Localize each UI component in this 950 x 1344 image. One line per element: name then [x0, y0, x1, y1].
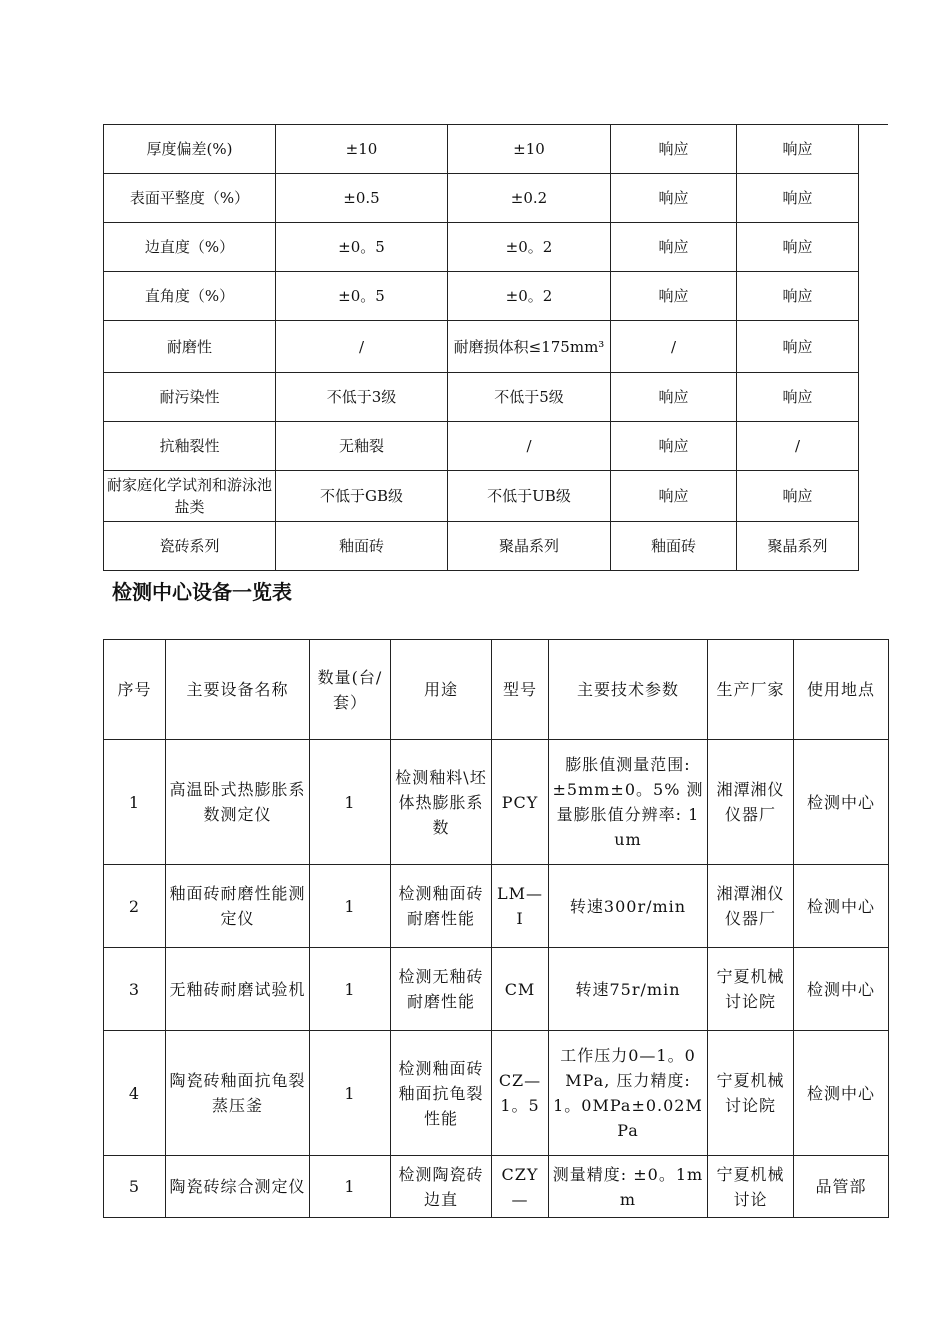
equipment-cell: 检测釉面砖釉面抗龟裂性能	[391, 1031, 492, 1156]
table-top-extension-line	[858, 124, 888, 125]
equipment-cell: 湘潭湘仪仪器厂	[708, 865, 794, 948]
equipment-cell: 1	[310, 865, 391, 948]
table-row	[104, 865, 889, 948]
equipment-cell: 1	[310, 1031, 391, 1156]
spec-cell: 表面平整度（%）	[104, 174, 276, 223]
spec-cell: 不低于5级	[448, 373, 611, 422]
spec-cell: 响应	[611, 125, 737, 174]
spec-cell: 直角度（%）	[104, 272, 276, 321]
spec-cell: 响应	[611, 373, 737, 422]
equipment-cell: 膨胀值测量范围: ±5mm±0。5% 测量膨胀值分辨率: 1um	[549, 740, 708, 865]
column-header: 主要设备名称	[166, 640, 310, 740]
equipment-cell: CM	[492, 948, 549, 1031]
spec-cell: 耐磨损体积≤175mm³	[448, 321, 611, 373]
spec-cell: 耐家庭化学试剂和游泳池盐类	[104, 471, 276, 522]
table-row	[104, 125, 859, 174]
spec-cell: ±0.5	[276, 174, 448, 223]
equipment-cell: 检测陶瓷砖边直	[391, 1156, 492, 1218]
column-header: 主要技术参数	[549, 640, 708, 740]
section-title: 检测中心设备一览表	[112, 580, 292, 604]
equipment-cell: 检测中心	[794, 740, 889, 865]
column-header: 序号	[104, 640, 166, 740]
spec-cell: 响应	[737, 321, 859, 373]
spec-cell: 响应	[737, 223, 859, 272]
spec-cell: 不低于GB级	[276, 471, 448, 522]
equipment-table	[103, 639, 889, 1218]
spec-cell: 响应	[611, 422, 737, 471]
spec-cell: 不低于3级	[276, 373, 448, 422]
equipment-cell: 4	[104, 1031, 166, 1156]
spec-cell: /	[611, 321, 737, 373]
column-header: 数量(台/套）	[310, 640, 391, 740]
spec-cell: ±0。5	[276, 223, 448, 272]
equipment-cell: 湘潭湘仪仪器厂	[708, 740, 794, 865]
equipment-cell: 1	[310, 740, 391, 865]
equipment-cell: 测量精度: ±0。1mm	[549, 1156, 708, 1218]
equipment-cell: 检测中心	[794, 948, 889, 1031]
equipment-cell: 检测无釉砖耐磨性能	[391, 948, 492, 1031]
spec-cell: 聚晶系列	[448, 522, 611, 571]
spec-cell: /	[448, 422, 611, 471]
equipment-cell: 检测中心	[794, 865, 889, 948]
equipment-cell: 品管部	[794, 1156, 889, 1218]
spec-cell: 无釉裂	[276, 422, 448, 471]
spec-cell: 耐污染性	[104, 373, 276, 422]
spec-cell: ±10	[448, 125, 611, 174]
equipment-cell: PCY	[492, 740, 549, 865]
spec-cell: 耐磨性	[104, 321, 276, 373]
spec-cell: 厚度偏差(%)	[104, 125, 276, 174]
spec-cell: 响应	[611, 223, 737, 272]
table-row	[104, 1031, 889, 1156]
equipment-cell: 5	[104, 1156, 166, 1218]
spec-cell: ±10	[276, 125, 448, 174]
column-header: 使用地点	[794, 640, 889, 740]
column-header: 用途	[391, 640, 492, 740]
equipment-cell: 陶瓷砖综合测定仪	[166, 1156, 310, 1218]
spec-cell: 响应	[611, 272, 737, 321]
spec-cell: 釉面砖	[276, 522, 448, 571]
equipment-cell: 检测釉面砖耐磨性能	[391, 865, 492, 948]
equipment-cell: 宁夏机械讨论院	[708, 948, 794, 1031]
spec-comparison-table	[103, 124, 859, 571]
spec-cell: 响应	[611, 174, 737, 223]
column-header: 生产厂家	[708, 640, 794, 740]
spec-cell: 抗釉裂性	[104, 422, 276, 471]
spec-cell: /	[737, 422, 859, 471]
spec-cell: ±0。2	[448, 223, 611, 272]
column-header: 型号	[492, 640, 549, 740]
table-row	[104, 471, 859, 522]
equipment-cell: 2	[104, 865, 166, 948]
equipment-cell: 1	[310, 948, 391, 1031]
table-row	[104, 522, 859, 571]
equipment-cell: 宁夏机械讨论院	[708, 1031, 794, 1156]
equipment-cell: LM—I	[492, 865, 549, 948]
spec-cell: ±0。2	[448, 272, 611, 321]
spec-cell: /	[276, 321, 448, 373]
spec-cell: 响应	[737, 373, 859, 422]
equipment-cell: 无釉砖耐磨试验机	[166, 948, 310, 1031]
spec-cell: 响应	[737, 471, 859, 522]
equipment-cell: 转速300r/min	[549, 865, 708, 948]
spec-cell: 边直度（%）	[104, 223, 276, 272]
equipment-cell: CZ—1。5	[492, 1031, 549, 1156]
equipment-cell: 釉面砖耐磨性能测定仪	[166, 865, 310, 948]
equipment-cell: 1	[310, 1156, 391, 1218]
equipment-cell: 检测中心	[794, 1031, 889, 1156]
spec-cell: 响应	[611, 471, 737, 522]
table-row	[104, 373, 859, 422]
spec-cell: 聚晶系列	[737, 522, 859, 571]
equipment-cell: 3	[104, 948, 166, 1031]
table-row	[104, 422, 859, 471]
spec-cell: 响应	[737, 174, 859, 223]
equipment-cell: 高温卧式热膨胀系数测定仪	[166, 740, 310, 865]
spec-cell: ±0。5	[276, 272, 448, 321]
equipment-cell: 转速75r/min	[549, 948, 708, 1031]
spec-cell: ±0.2	[448, 174, 611, 223]
table-header-row	[104, 640, 889, 740]
table-row	[104, 223, 859, 272]
equipment-cell: 检测釉料\坯体热膨胀系数	[391, 740, 492, 865]
table-row	[104, 272, 859, 321]
table-row	[104, 174, 859, 223]
equipment-cell: 1	[104, 740, 166, 865]
spec-cell: 釉面砖	[611, 522, 737, 571]
spec-cell: 响应	[737, 272, 859, 321]
table-row	[104, 1156, 889, 1218]
equipment-cell: 工作压力0—1。0MPa, 压力精度:1。0MPa±0.02MPa	[549, 1031, 708, 1156]
table-row	[104, 321, 859, 373]
equipment-cell: 陶瓷砖釉面抗龟裂蒸压釜	[166, 1031, 310, 1156]
spec-cell: 不低于UB级	[448, 471, 611, 522]
spec-cell: 响应	[737, 125, 859, 174]
equipment-cell: CZY—	[492, 1156, 549, 1218]
table-row	[104, 948, 889, 1031]
table-row	[104, 740, 889, 865]
spec-cell: 瓷砖系列	[104, 522, 276, 571]
equipment-cell: 宁夏机械讨论	[708, 1156, 794, 1218]
